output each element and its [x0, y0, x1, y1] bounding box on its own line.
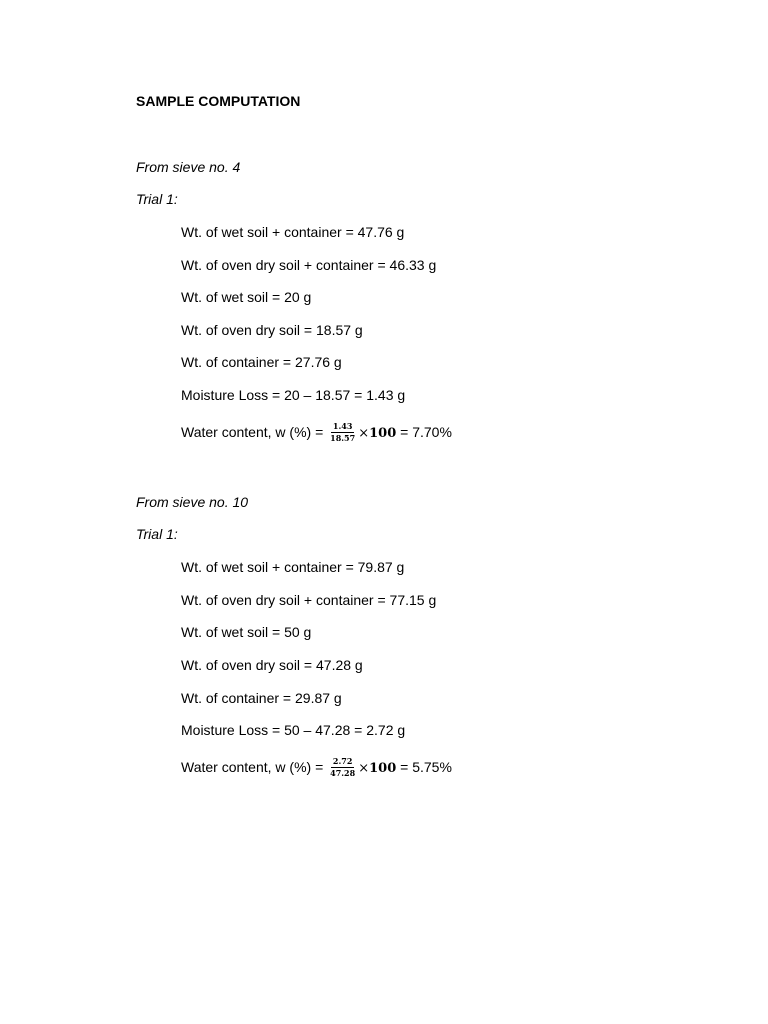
wet-soil-line: Wt. of wet soil = 50 g [181, 624, 312, 640]
moisture-loss-line: Moisture Loss = 50 – 47.28 = 2.72 g [181, 722, 406, 738]
water-content-result: = 7.70% [400, 424, 452, 441]
dry-soil-line: Wt. of oven dry soil = 47.28 g [181, 657, 363, 673]
times-sign: × [358, 761, 370, 777]
dry-soil-container-line: Wt. of oven dry soil + container = 77.15 g [181, 592, 437, 608]
multiplier: 100 [369, 426, 397, 442]
dry-soil-line: Wt. of oven dry soil = 18.57 g [181, 322, 363, 338]
fraction [328, 757, 357, 778]
page-title: SAMPLE COMPUTATION [136, 93, 301, 109]
dry-soil-container-line: Wt. of oven dry soil + container = 46.33 g [181, 257, 437, 273]
wet-soil-line: Wt. of wet soil = 20 g [181, 289, 312, 305]
trial-label: Trial 1: [136, 191, 178, 207]
moisture-loss-line: Moisture Loss = 20 – 18.57 = 1.43 g [181, 387, 406, 403]
water-content-line [181, 758, 452, 779]
water-content-label: Water content, w (%) = [181, 759, 324, 776]
wet-soil-container-line: Wt. of wet soil + container = 47.76 g [181, 224, 405, 240]
water-content-label: Water content, w (%) = [181, 424, 324, 441]
wet-soil-container-line: Wt. of wet soil + container = 79.87 g [181, 559, 405, 575]
container-line: Wt. of container = 27.76 g [181, 354, 342, 370]
fraction-denominator: 18.57 [330, 433, 356, 443]
water-content-result: = 5.75% [400, 759, 452, 776]
fraction-denominator: 47.28 [330, 768, 356, 778]
fraction [328, 422, 357, 443]
container-line: Wt. of container = 29.87 g [181, 690, 342, 706]
fraction-numerator: 1.43 [332, 421, 353, 431]
water-content-line [181, 423, 452, 444]
trial-label: Trial 1: [136, 526, 178, 542]
section-heading: From sieve no. 10 [136, 494, 249, 510]
times-sign: × [358, 426, 370, 442]
section-heading: From sieve no. 4 [136, 159, 241, 175]
multiplier: 100 [369, 761, 397, 777]
fraction-numerator: 2.72 [332, 756, 353, 766]
